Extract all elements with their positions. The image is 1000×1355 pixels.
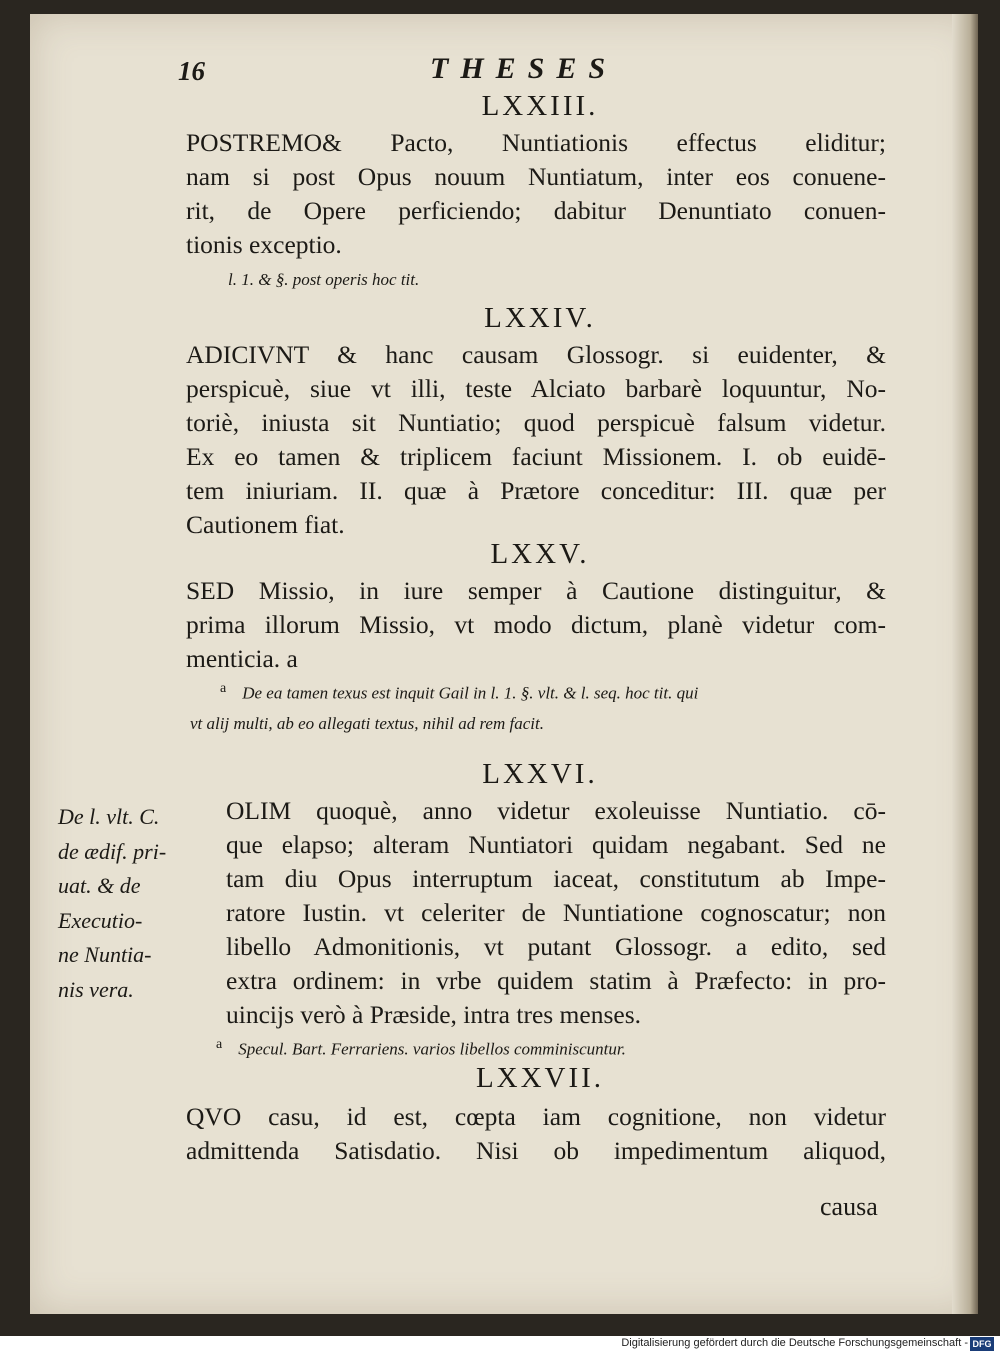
text-line: POSTREMO& Pacto, Nuntiationis effectus eliditur; (186, 128, 886, 157)
text-line: Cautionem fiat. (186, 510, 345, 539)
footnote-marker: a (220, 681, 227, 696)
marginal-note (58, 800, 208, 1007)
text-line: menticia. a (186, 644, 298, 673)
footnote-text: De ea tamen texus est inquit Gail in l. 1. §. vlt. & l. seq. hoc tit. qui (242, 683, 699, 703)
marginal-note-line: ne Nuntia- (58, 942, 152, 967)
section-heading-lxxiv: LXXIV. (484, 302, 596, 334)
text-line: tionis exceptio. (186, 230, 342, 259)
citation-lxxiii: l. 1. & §. post operis hoc tit. (228, 270, 420, 289)
footnote-line (190, 674, 890, 709)
section-body-lxxiv (186, 338, 886, 542)
section-heading-lxxiii: LXXIII. (481, 90, 599, 122)
text-line: Ex eo tamen & triplicem faciunt Missionem. I. ob euidē- (186, 442, 886, 471)
section-heading-lxxvi: LXXVI. (482, 758, 598, 790)
text-line: SED Missio, in iure semper à Cautione distinguitur, & (186, 576, 886, 605)
section-body-lxxvi (226, 794, 886, 1032)
marginal-note-line: de ædif. pri- (58, 838, 167, 864)
page-number: 16 (178, 56, 205, 86)
footnote-lxxv (190, 674, 890, 739)
running-title: THESES (430, 52, 618, 85)
section-heading-lxxvii: LXXVII. (475, 1062, 605, 1094)
marginal-note-line: De l. vlt. C. (58, 804, 160, 829)
catchword: causa (820, 1192, 878, 1221)
footnote-line: vt alij multi, ab eo allegati textus, nihil ad rem facit. (190, 713, 544, 733)
section-heading-lxxv: LXXV. (490, 538, 590, 570)
text-line: QVO casu, id est, cœpta iam cognitione, non videtur (186, 1102, 886, 1131)
text-line: toriè, iniusta sit Nuntiatio; quod perspicuè falsum videtur. (186, 408, 886, 437)
text-line: libello Admonitionis, vt putant Glossogr. a edito, sed (226, 932, 886, 961)
text-line: rit, de Opere perficiendo; dabitur Denuntiato conuen- (186, 196, 886, 225)
text-line: admittenda Satisdatio. Nisi ob impedimentum aliquod, (186, 1136, 886, 1165)
section-body-lxxiii (186, 126, 886, 262)
text-line: extra ordinem: in vrbe quidem statim à Præfecto: in pro- (226, 966, 886, 995)
marginal-note-line: nis vera. (58, 976, 134, 1002)
footnote-text: Specul. Bart. Ferrariens. varios libellos comminiscuntur. (238, 1039, 626, 1059)
text-line: tam diu Opus interruptum iaceat, constitutum ab Impe- (226, 864, 886, 893)
text-line: prima illorum Missio, vt modo dictum, planè videtur com- (186, 610, 886, 639)
text-line: perspicuè, siue vt illi, teste Alciato barbarè loquuntur, No- (186, 374, 886, 403)
text-line: ADICIVNT & hanc causam Glossogr. si euidenter, & (186, 340, 886, 369)
marginal-note-line: Executio- (58, 907, 143, 933)
section-body-lxxv (186, 574, 886, 676)
text-line: que elapso; alteram Nuntiatori quidam negabant. Sed ne (226, 830, 886, 859)
section-body-lxxvii (186, 1100, 886, 1168)
text-line: tem iniuriam. II. quæ à Prætore conceditur: III. quæ per (186, 476, 886, 505)
footnote-marker: a (216, 1037, 223, 1052)
text-line: nam si post Opus nouum Nuntiatum, inter eos conuene- (186, 162, 886, 191)
text-line: ratore Iustin. vt celeriter de Nuntiatione cognoscatur; non (226, 898, 886, 927)
page-edge-shadow (952, 14, 978, 1314)
dfg-logo: DFG (970, 1337, 994, 1351)
text-line: OLIM quoquè, anno videtur exoleuisse Nuntiatio. cō- (226, 796, 886, 825)
book-page (30, 14, 978, 1314)
digitization-credit: Digitalisierung gefördert durch die Deutsche Forschungsgemeinschaft - (621, 1337, 968, 1349)
text-line: uincijs verò à Præside, intra tres menses. (226, 1000, 641, 1029)
marginal-note-line: uat. & de (58, 873, 141, 898)
footnote-lxxvi (216, 1030, 916, 1065)
